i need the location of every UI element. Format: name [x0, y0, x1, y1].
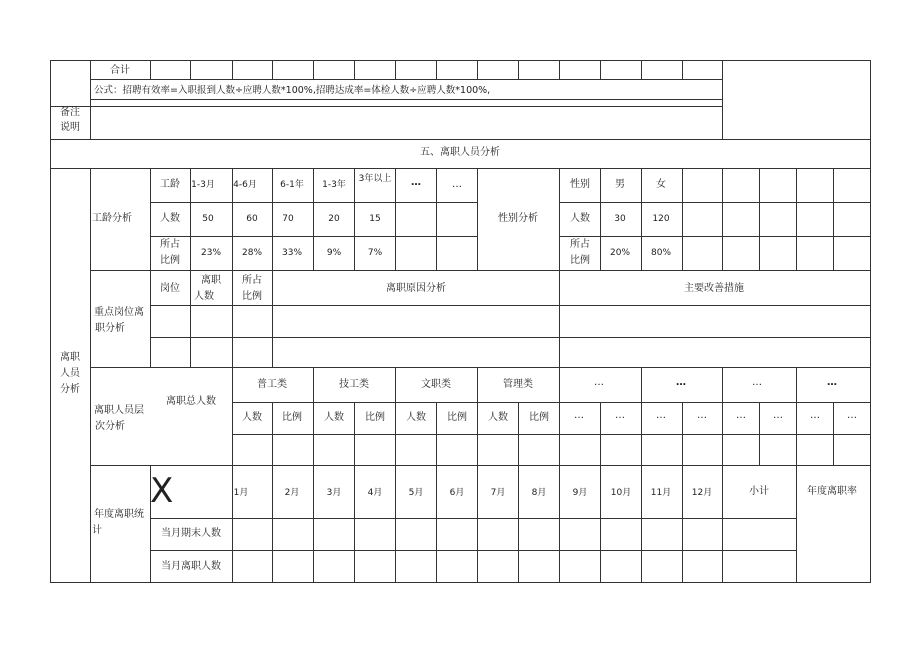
key-position-label-2: 职分析	[95, 323, 125, 334]
grid-line	[559, 270, 560, 368]
tenure-range: 6-1年	[280, 180, 304, 190]
level-group: …	[827, 377, 837, 388]
grid-line	[354, 465, 355, 583]
grid-line	[436, 465, 437, 583]
total-leavers-header: 离职总人数	[166, 396, 216, 407]
grid-line	[272, 465, 273, 583]
grid-line	[232, 270, 233, 368]
grid-line	[436, 168, 437, 271]
grid-line	[354, 60, 355, 80]
gender-analysis-label: 性别分析	[498, 213, 538, 224]
left-title-2: 人员	[60, 368, 80, 379]
grid-line	[232, 367, 233, 466]
month-label: 1月	[233, 488, 249, 498]
grid-line	[559, 367, 560, 466]
month-end-count-label: 当月期末人数	[161, 528, 221, 539]
month-label: 2月	[284, 488, 300, 498]
level-sub-count: 人数	[242, 412, 262, 423]
grid-line	[50, 582, 871, 583]
annual-stat-label: 年度离职统	[94, 509, 144, 520]
grid-line	[722, 367, 723, 466]
level-group: 管理类	[503, 379, 533, 390]
tenure-ratio-label: 所占	[160, 239, 180, 250]
left-title-1: 离职	[60, 352, 80, 363]
month-label: 3月	[326, 488, 342, 498]
level-group: …	[676, 377, 686, 388]
grid-line	[436, 60, 437, 80]
remarks-label-2: 说明	[60, 122, 80, 133]
grid-line	[395, 168, 396, 271]
grid-line	[272, 60, 273, 80]
grid-line	[759, 168, 760, 271]
grid-line	[313, 60, 314, 80]
tenure-ratio: 33%	[281, 248, 303, 258]
month-leavers-label: 当月离职人数	[161, 561, 221, 572]
grid-line	[354, 168, 355, 271]
grid-line	[232, 402, 871, 403]
grid-line	[722, 465, 723, 583]
grid-line	[641, 367, 642, 466]
grid-line	[90, 465, 871, 466]
tenure-count: 60	[246, 214, 258, 224]
tenure-count-label: 人数	[160, 213, 180, 224]
grid-line	[559, 60, 560, 80]
tenure-ratio: 9%	[326, 248, 342, 258]
tenure-range: …	[411, 177, 421, 188]
grid-line	[272, 168, 273, 271]
improvement-header: 主要改善措施	[684, 283, 744, 294]
month-label: 8月	[531, 488, 547, 498]
grid-line	[559, 168, 560, 271]
month-label: 12月	[691, 488, 713, 498]
section-title: 五、离职人员分析	[420, 147, 500, 158]
grid-line	[50, 139, 871, 140]
grid-line	[682, 60, 683, 80]
x-mark: X	[150, 471, 174, 511]
grid-line	[50, 60, 871, 61]
tenure-analysis-label: 工龄分析	[92, 213, 132, 224]
grid-line	[518, 60, 519, 80]
annual-stat-label-2: 计	[92, 525, 102, 536]
grid-line	[190, 270, 191, 368]
grid-line	[641, 168, 642, 271]
grid-line	[600, 465, 601, 583]
tenure-ratio: 7%	[367, 248, 383, 258]
gender-category: 男	[615, 179, 625, 190]
grid-line	[477, 465, 478, 583]
level-group: …	[594, 377, 604, 388]
tenure-ratio-label-2: 比例	[160, 255, 180, 266]
gender-ratio: 80%	[650, 248, 672, 258]
grid-line	[150, 518, 797, 519]
grid-line	[682, 168, 683, 271]
gender-count: 30	[614, 214, 626, 224]
grid-line	[150, 168, 151, 271]
formula-text: 公式：招聘有效率=入职报到人数÷应聘人数*100%,招聘达成率=体检人数÷应聘人数*100%,	[94, 85, 491, 96]
month-label: 4月	[367, 488, 383, 498]
tenure-ratio: 23%	[200, 248, 222, 258]
grid-line	[395, 60, 396, 80]
grid-line	[272, 270, 273, 368]
grid-line	[313, 367, 314, 466]
tenure-count: 15	[369, 214, 381, 224]
grid-line	[90, 270, 871, 271]
grid-line	[395, 367, 396, 466]
month-label: 11月	[650, 488, 672, 498]
grid-line	[559, 202, 871, 203]
tenure-range: …	[452, 179, 462, 190]
level-sub-ratio: 比例	[529, 412, 549, 423]
grid-line	[559, 465, 560, 583]
grid-line	[190, 60, 191, 80]
grid-line	[150, 236, 478, 237]
left-title-3: 分析	[60, 384, 80, 395]
level-group: …	[752, 377, 762, 388]
level-sub-dots: …	[574, 410, 584, 421]
total-label: 合计	[110, 65, 130, 76]
grid-line	[796, 465, 797, 583]
tenure-count: 50	[202, 214, 214, 224]
level-analysis-label: 离职人员层	[94, 405, 144, 416]
level-sub-dots: …	[656, 410, 666, 421]
grid-line	[722, 168, 723, 271]
level-group: 文职类	[421, 379, 451, 390]
gender-ratio-label-2: 比例	[570, 255, 590, 266]
gender-header: 性别	[570, 179, 590, 190]
grid-line	[150, 305, 871, 306]
ratio-header: 所占	[242, 275, 262, 286]
month-label: 6月	[449, 488, 465, 498]
grid-line	[313, 168, 314, 271]
level-sub-ratio: 比例	[282, 412, 302, 423]
grid-line	[600, 168, 601, 271]
grid-line	[150, 270, 151, 368]
level-sub-dots: …	[773, 410, 783, 421]
gender-ratio-label: 所占	[570, 239, 590, 250]
level-group: 普工类	[257, 379, 287, 390]
grid-line	[150, 337, 871, 338]
level-sub-ratio: 比例	[447, 412, 467, 423]
grid-line	[90, 60, 91, 140]
grid-line	[477, 367, 478, 466]
grid-line	[722, 60, 723, 140]
grid-line	[796, 367, 797, 466]
grid-line	[833, 168, 834, 271]
level-sub-dots: …	[697, 410, 707, 421]
grid-line	[150, 202, 478, 203]
grid-line	[395, 465, 396, 583]
level-analysis-label-2: 次分析	[95, 421, 125, 432]
grid-line	[641, 60, 642, 80]
grid-line	[313, 465, 314, 583]
position-header: 岗位	[160, 283, 180, 294]
remarks-label: 备注	[60, 107, 80, 118]
grid-line	[150, 550, 797, 551]
level-sub-dots: …	[847, 410, 857, 421]
level-sub-count: 人数	[406, 412, 426, 423]
grid-line	[477, 168, 478, 271]
tenure-range: 1-3年	[322, 180, 346, 190]
grid-line	[232, 434, 871, 435]
gender-category: 女	[656, 179, 666, 190]
subtotal-header: 小计	[749, 486, 769, 497]
level-sub-count: 人数	[324, 412, 344, 423]
grid-line	[150, 60, 151, 80]
gender-count-label: 人数	[570, 213, 590, 224]
tenure-ratio: 28%	[241, 248, 263, 258]
grid-line	[90, 168, 91, 583]
leave-count-header: 离职	[201, 275, 221, 286]
tenure-count: 20	[328, 214, 340, 224]
tenure-range: 3年以上	[358, 174, 392, 184]
ratio-header-2: 比例	[242, 291, 262, 302]
grid-line	[90, 99, 723, 100]
grid-line	[518, 465, 519, 583]
level-sub-dots: …	[615, 410, 625, 421]
month-label: 9月	[572, 488, 588, 498]
grid-line	[559, 236, 871, 237]
month-label: 7月	[490, 488, 506, 498]
month-label: 5月	[408, 488, 424, 498]
leave-count-header-2: 人数	[194, 291, 214, 302]
grid-line	[232, 60, 233, 80]
leave-reason-header: 离职原因分析	[386, 283, 446, 294]
grid-line	[50, 168, 871, 169]
grid-line	[50, 106, 723, 107]
grid-line	[600, 60, 601, 80]
tenure-count: 70	[282, 214, 294, 224]
key-position-label: 重点岗位离	[94, 307, 144, 318]
tenure-range: 4-6月	[233, 180, 257, 190]
grid-line	[796, 168, 797, 271]
level-sub-dots: …	[810, 410, 820, 421]
grid-line	[90, 79, 723, 80]
level-sub-count: 人数	[488, 412, 508, 423]
gender-count: 120	[652, 214, 670, 224]
tenure-range: 1-3月	[191, 180, 215, 190]
level-group: 技工类	[339, 379, 369, 390]
grid-line	[641, 465, 642, 583]
month-label: 10月	[610, 488, 632, 498]
annual-rate-header: 年度离职率	[807, 486, 857, 497]
grid-line	[90, 367, 871, 368]
level-sub-ratio: 比例	[365, 412, 385, 423]
level-sub-dots: …	[736, 410, 746, 421]
tenure-header: 工龄	[160, 179, 180, 190]
gender-ratio: 20%	[609, 248, 631, 258]
grid-line	[232, 465, 233, 583]
grid-line	[682, 465, 683, 583]
grid-line	[477, 60, 478, 80]
